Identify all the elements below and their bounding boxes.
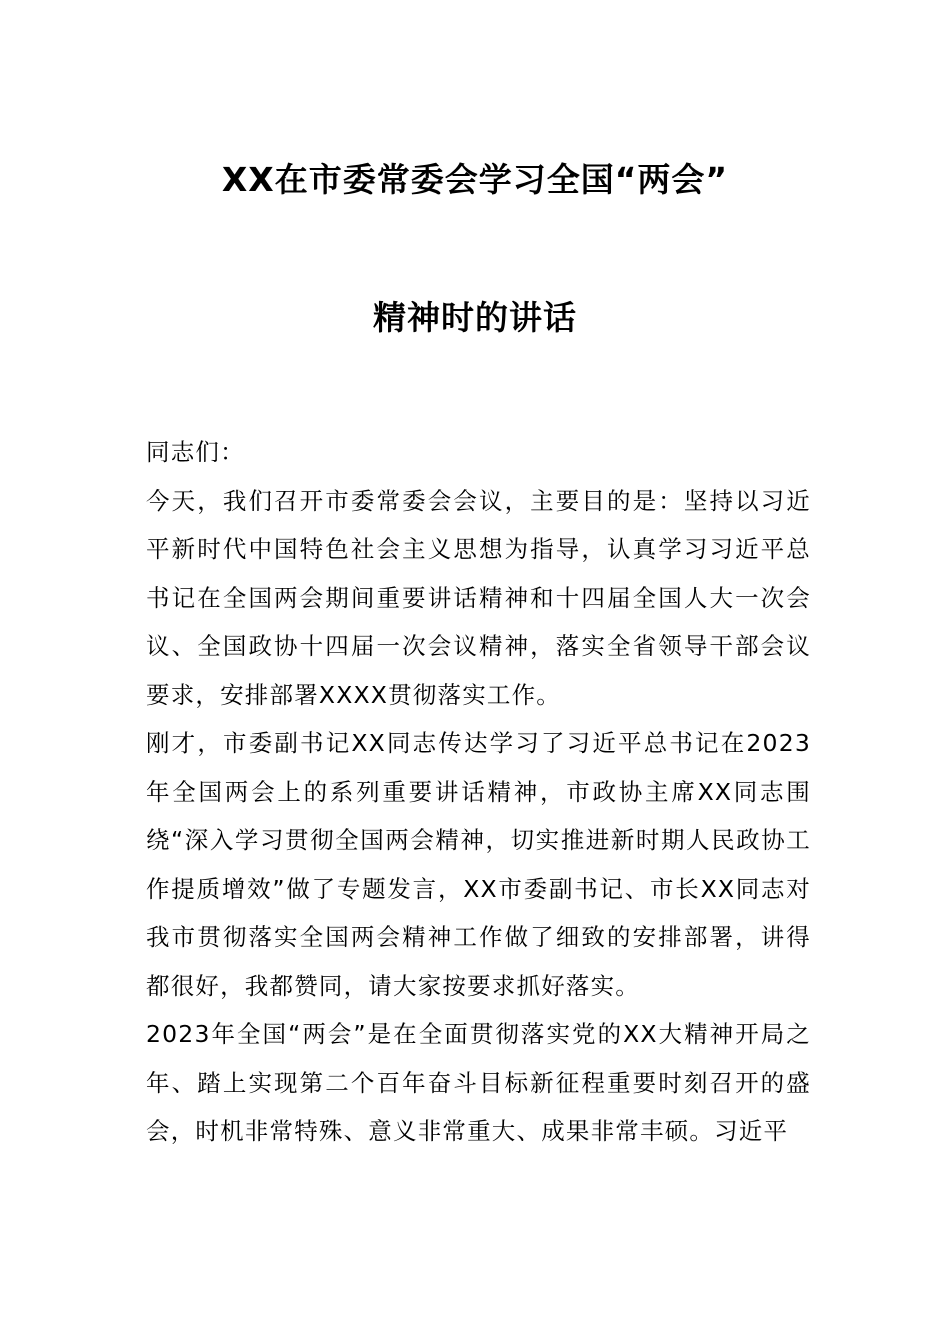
document-body: [146, 428, 811, 1156]
body-paragraph-3: 2023年全国“两会”是在全面贯彻落实党的XX大精神开局之年、踏上实现第二个百年奋斗目标新征程重要时刻召开的盛会，时机非常特殊、意义非常重大、成果非常丰硕。习近平: [146, 1020, 811, 1145]
body-paragraph-2: 刚才，市委副书记XX同志传达学习了习近平总书记在2023年全国两会上的系列重要讲话精神，市政协主席XX同志围绕“深入学习贯彻全国两会精神，切实推进新时期人民政协工作提质增效”做了专题发言，XX市委副书记、市长XX同志对我市贯彻落实全国两会精神工作做了细致的安排部署，讲得都很好，我都赞同，请大家按要求抓好落实。: [146, 729, 811, 1000]
document-title-line-2: 精神时的讲话: [373, 298, 577, 337]
document-title-line-1: XX在市委常委会学习全国“两会”: [221, 160, 729, 199]
salutation-paragraph: 同志们：: [146, 438, 245, 466]
body-paragraph-1: 今天，我们召开市委常委会会议，主要目的是：坚持以习近平新时代中国特色社会主义思想为指导，认真学习习近平总书记在全国两会期间重要讲话精神和十四届全国人大一次会议、全国政协十四届一次会议精神，落实全省领导干部会议要求，安排部署XXXX贯彻落实工作。: [146, 486, 811, 709]
